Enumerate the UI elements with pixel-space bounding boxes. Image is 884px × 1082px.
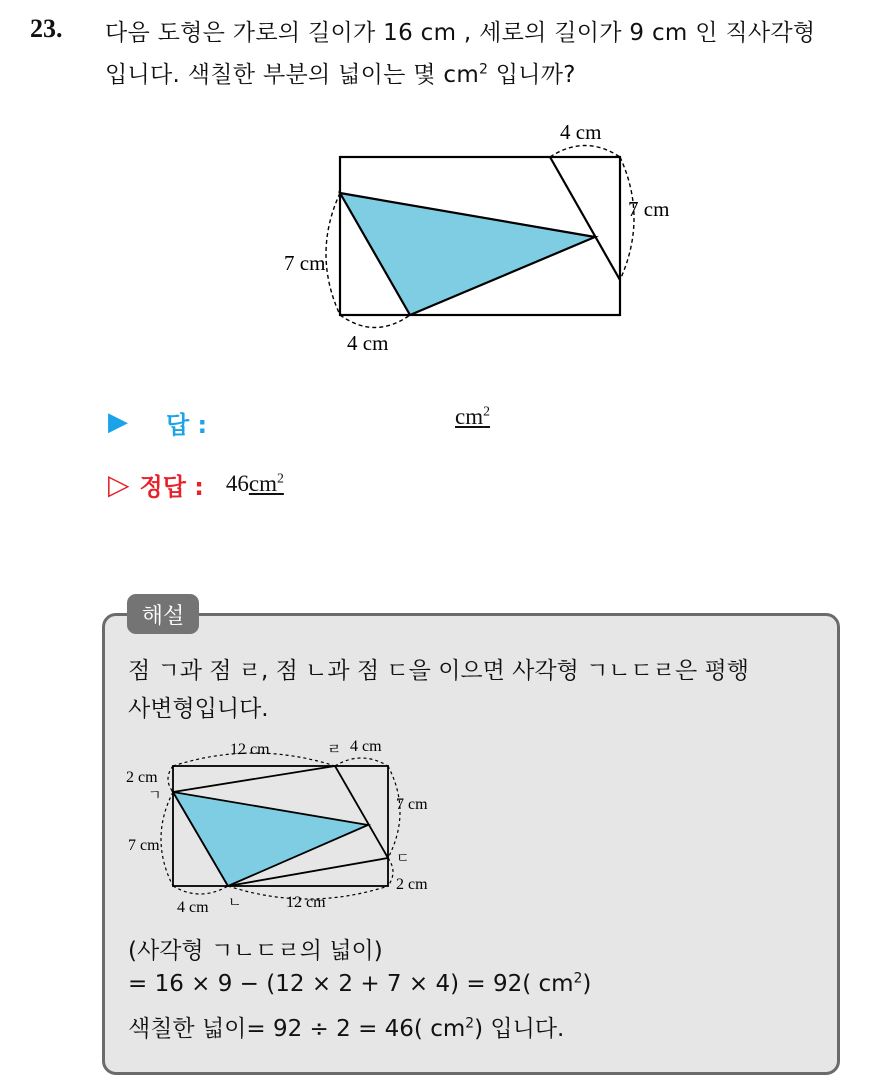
correct-answer-row — [108, 464, 284, 504]
calc-line2-a: = 16 × 9 − (12 × 2 + 7 × 4) = 92( cm — [128, 971, 574, 997]
question-text-line2-suffix: 입니까? — [488, 62, 576, 88]
arc-bottom — [340, 315, 410, 328]
fig2-label-top-4: 4 cm — [350, 738, 382, 755]
calc-line3-sup: 2 — [465, 1015, 475, 1032]
calc-line2-sup: 2 — [573, 970, 583, 987]
calc-line1: (사각형 ㄱㄴㄷㄹ의 넓이) — [128, 938, 383, 964]
answer-unit — [455, 404, 490, 430]
explanation-figure — [120, 732, 450, 917]
correct-label: 정답 : — [139, 472, 204, 501]
question-text-line2 — [105, 56, 576, 89]
calc-line3-a: 색칠한 넓이= 92 ÷ 2 = 46( cm — [128, 1016, 466, 1042]
answer-label: 답 : — [166, 410, 208, 439]
fig2-label-left-7: 7 cm — [128, 837, 160, 854]
calc-line2 — [128, 971, 591, 997]
question-unit-superscript: 2 — [479, 61, 489, 78]
answer-unit-superscript: 2 — [483, 403, 491, 419]
explanation-line2: 사변형입니다. — [128, 696, 269, 722]
correct-unit — [249, 471, 284, 496]
answer-row — [108, 402, 207, 442]
explanation-line1: 점 ㄱ과 점 ㄹ, 점 ㄴ과 점 ㄷ을 이으면 사각형 ㄱㄴㄷㄹ은 평행 — [128, 658, 749, 684]
fig2-label-nieun: ㄴ — [228, 896, 242, 911]
label-bottom-4cm: 4 cm — [347, 331, 389, 355]
slanted-segment — [550, 157, 620, 280]
fig2-label-top-12: 12 cm — [230, 741, 270, 758]
arc-top — [550, 146, 620, 158]
calc-line3-b: ) 입니다. — [474, 1016, 565, 1042]
arc-bottom-4 — [173, 886, 228, 894]
correct-value — [226, 471, 284, 497]
shaded-triangle — [340, 193, 595, 315]
fig2-label-right-7: 7 cm — [396, 796, 428, 813]
arc-left-7 — [161, 792, 173, 886]
fig2-label-left-2: 2 cm — [126, 769, 158, 786]
fig2-label-giyeok: ㄱ — [148, 789, 162, 804]
explanation-tag: 해설 — [127, 594, 199, 634]
label-left-7cm: 7 cm — [284, 251, 326, 275]
fig2-label-right-2: 2 cm — [396, 876, 428, 893]
fig2-label-bottom-4: 4 cm — [177, 899, 209, 916]
question-text-line2-prefix: 입니다. 색칠한 부분의 넓이는 몇 cm — [105, 62, 480, 88]
calc-line2-b: ) — [582, 971, 592, 997]
correct-unit-superscript: 2 — [276, 470, 284, 486]
fig2-label-ri: ㄹ — [327, 742, 342, 758]
answer-arrow-icon: ▶ — [108, 407, 128, 437]
question-text-line1: 다음 도형은 가로의 길이가 16 cm , 세로의 길이가 9 cm 인 직사각형 — [105, 20, 816, 46]
label-right-7cm: 7 cm — [628, 197, 670, 221]
correct-arrow-icon: ▷ — [108, 467, 130, 501]
correct-number: 46 — [225, 471, 249, 496]
correct-unit-text: cm — [248, 471, 277, 496]
label-top-4cm: 4 cm — [560, 120, 602, 144]
arc-top-4 — [335, 758, 388, 766]
fig2-label-digeut: ㄷ — [396, 852, 410, 867]
calc-line3 — [128, 1010, 564, 1043]
question-number: 23. — [30, 14, 63, 43]
answer-unit-text: cm — [455, 404, 484, 429]
shaded-triangle-2 — [173, 792, 368, 886]
arc-left — [326, 193, 340, 315]
fig2-label-bottom-12: 12 cm — [286, 894, 326, 911]
problem-figure — [270, 112, 700, 362]
